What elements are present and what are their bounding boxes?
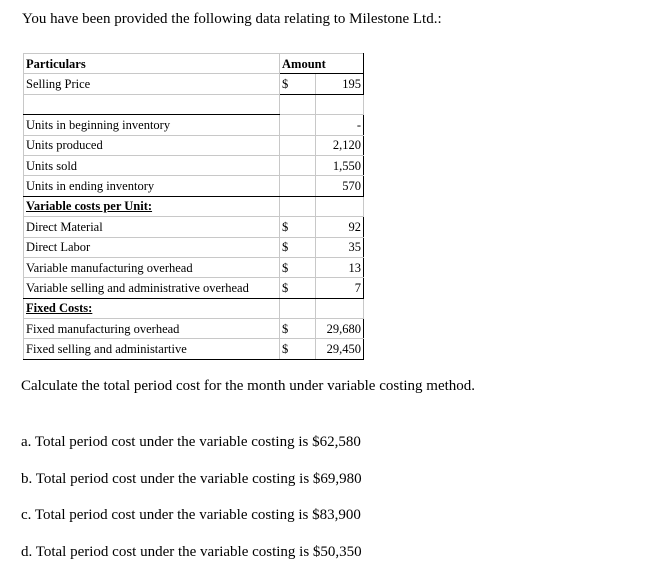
- row-currency: [280, 298, 316, 318]
- table-row: [24, 74, 364, 94]
- option-b[interactable]: b. Total period cost under the variable costing is $69,980: [21, 471, 362, 487]
- option-d[interactable]: d. Total period cost under the variable costing is $50,350: [21, 544, 362, 560]
- row-label: Units sold: [24, 155, 280, 175]
- row-currency: [280, 155, 316, 175]
- row-label: Fixed manufacturing overhead: [24, 319, 280, 339]
- table-row: [24, 155, 364, 175]
- row-value: -: [316, 115, 364, 135]
- table-row: [24, 278, 364, 298]
- row-currency: $: [280, 339, 316, 359]
- row-currency: [280, 196, 316, 216]
- row-currency: $: [280, 217, 316, 237]
- row-value: 29,680: [316, 319, 364, 339]
- row-value: 7: [316, 278, 364, 298]
- row-value: 92: [316, 217, 364, 237]
- row-label: [24, 94, 280, 114]
- table-row: [24, 319, 364, 339]
- table-row: [24, 339, 364, 359]
- header-amount: Amount: [280, 54, 364, 74]
- header-particulars: Particulars: [24, 54, 280, 74]
- table-row: [24, 217, 364, 237]
- table-row: [24, 298, 364, 318]
- row-value: 13: [316, 257, 364, 277]
- table-row: [24, 176, 364, 196]
- row-currency: $: [280, 257, 316, 277]
- option-c[interactable]: c. Total period cost under the variable costing is $83,900: [21, 507, 361, 523]
- row-label: Units in ending inventory: [24, 176, 280, 196]
- row-value: 29,450: [316, 339, 364, 359]
- option-a[interactable]: a. Total period cost under the variable costing is $62,580: [21, 434, 361, 450]
- row-label: Selling Price: [24, 74, 280, 94]
- row-currency: $: [280, 278, 316, 298]
- section-label-variable-costs: Variable costs per Unit:: [24, 196, 280, 216]
- row-value: [316, 298, 364, 318]
- intro-text: You have been provided the following data relating to Milestone Ltd.:: [22, 11, 442, 27]
- row-currency: $: [280, 74, 316, 94]
- row-currency: [280, 135, 316, 155]
- table-row: [24, 115, 364, 135]
- row-value: 195: [316, 74, 364, 94]
- row-currency: [280, 176, 316, 196]
- row-currency: $: [280, 319, 316, 339]
- row-currency: [280, 94, 316, 114]
- row-label: Variable selling and administrative overhead: [24, 278, 280, 298]
- table-row: [24, 94, 364, 114]
- row-label: Direct Material: [24, 217, 280, 237]
- row-label: Direct Labor: [24, 237, 280, 257]
- row-label: Units produced: [24, 135, 280, 155]
- row-label: Variable manufacturing overhead: [24, 257, 280, 277]
- question-text: Calculate the total period cost for the month under variable costing method.: [21, 378, 476, 394]
- row-value: [316, 94, 364, 114]
- row-label: Fixed selling and administartive: [24, 339, 280, 359]
- table-row: [24, 237, 364, 257]
- row-label: Units in beginning inventory: [24, 115, 280, 135]
- section-label-fixed-costs: Fixed Costs:: [24, 298, 280, 318]
- table-row: [24, 196, 364, 216]
- table-row: [24, 257, 364, 277]
- row-value: 2,120: [316, 135, 364, 155]
- row-value: 1,550: [316, 155, 364, 175]
- data-table: [23, 53, 364, 360]
- row-value: [316, 196, 364, 216]
- row-value: 570: [316, 176, 364, 196]
- row-value: 35: [316, 237, 364, 257]
- row-currency: [280, 115, 316, 135]
- table-row: [24, 135, 364, 155]
- row-currency: $: [280, 237, 316, 257]
- table-header-row: [24, 54, 364, 74]
